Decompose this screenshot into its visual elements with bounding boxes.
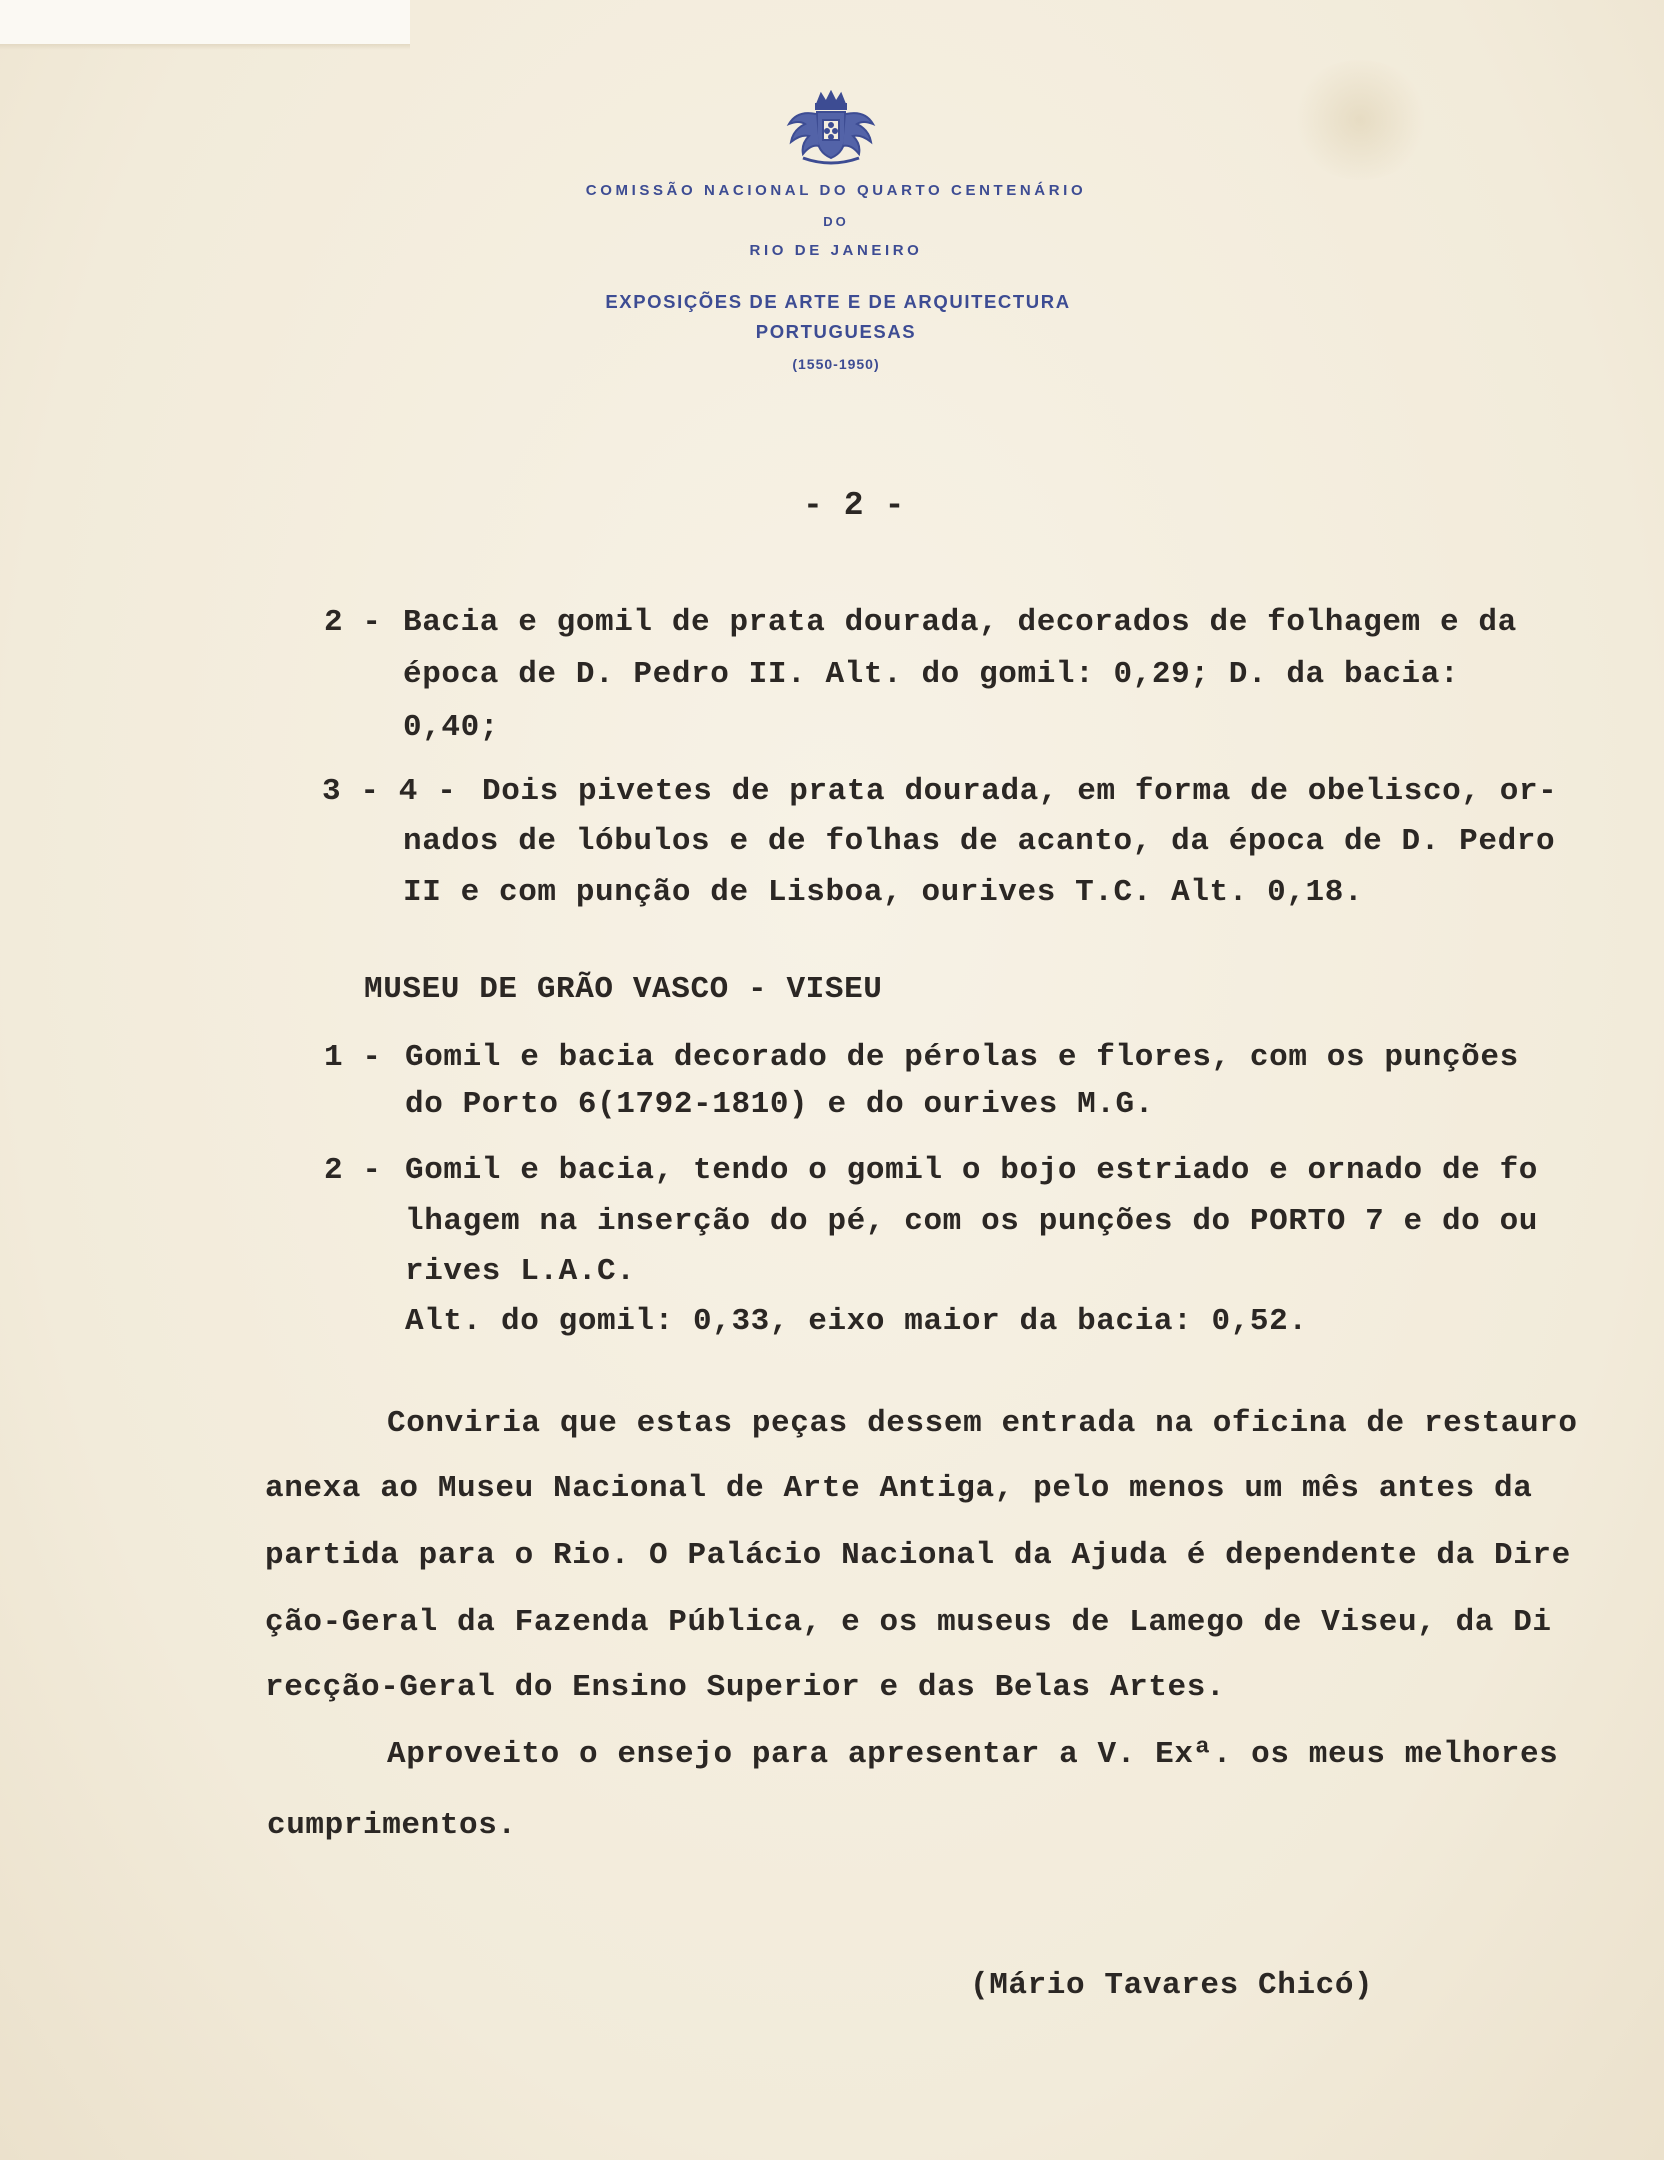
paragraph-line: ção-Geral da Fazenda Pública, e os museus de Lamego de Viseu, da Di <box>265 1605 1552 1640</box>
paragraph-line: recção-Geral do Ensino Superior e das Belas Artes. <box>265 1670 1226 1705</box>
letterhead-commission: COMISSÃO NACIONAL DO QUARTO CENTENÁRIO <box>585 182 1087 199</box>
paragraph-line: Aproveito o ensejo para apresentar a V. Exª. os meus melhores <box>387 1737 1559 1772</box>
item-number: 1 - <box>324 1040 382 1075</box>
paragraph-line: cumprimentos. <box>267 1808 517 1843</box>
letterhead-do: DO <box>823 214 849 229</box>
item-line: rives L.A.C. <box>405 1254 636 1289</box>
paragraph-line: partida para o Rio. O Palácio Nacional da Ajuda é dependente da Dire <box>265 1538 1571 1573</box>
item-number: 2 - <box>324 1153 382 1188</box>
item-line: do Porto 6(1792-1810) e do ourives M.G. <box>405 1087 1154 1122</box>
item-line: Alt. do gomil: 0,33, eixo maior da bacia: 0,52. <box>405 1304 1308 1339</box>
paper-edge-shadow <box>0 44 410 50</box>
paragraph-line: Conviria que estas peças dessem entrada na oficina de restauro <box>387 1406 1578 1441</box>
museum-heading: MUSEU DE GRÃO VASCO - VISEU <box>364 972 883 1007</box>
page-number: - 2 - <box>803 487 906 524</box>
item-line: Gomil e bacia decorado de pérolas e flores, com os punções <box>405 1040 1519 1075</box>
paper-stain <box>1290 60 1430 180</box>
item-line: Dois pivetes de prata dourada, em forma de obelisco, or- <box>482 774 1558 809</box>
item-number: 3 - 4 - <box>322 774 457 809</box>
letterhead-portuguesas: PORTUGUESAS <box>755 321 917 342</box>
letterhead-city: RIO DE JANEIRO <box>749 242 923 259</box>
item-number: 2 - <box>324 605 382 640</box>
item-line: época de D. Pedro II. Alt. do gomil: 0,29; D. da bacia: <box>403 657 1460 692</box>
item-line: lhagem na inserção do pé, com os punções do PORTO 7 e do ou <box>405 1204 1538 1239</box>
item-line: Gomil e bacia, tendo o gomil o bojo estriado e ornado de fo <box>405 1153 1538 1188</box>
item-line: nados de lóbulos e de folhas de acanto, da época de D. Pedro <box>403 824 1556 859</box>
coat-of-arms-icon <box>783 90 879 168</box>
item-line: II e com punção de Lisboa, ourives T.C. Alt. 0,18. <box>403 875 1364 910</box>
signature: (Mário Tavares Chicó) <box>970 1968 1374 2003</box>
letterhead-exhibitions: EXPOSIÇÕES DE ARTE E DE ARQUITECTURA <box>605 291 1071 312</box>
paper-edge <box>0 0 410 44</box>
item-line: 0,40; <box>403 710 500 745</box>
letterhead-years: (1550-1950) <box>792 356 880 372</box>
paragraph-line: anexa ao Museu Nacional de Arte Antiga, pelo menos um mês antes da <box>265 1471 1533 1506</box>
item-line: Bacia e gomil de prata dourada, decorados de folhagem e da <box>403 605 1517 640</box>
